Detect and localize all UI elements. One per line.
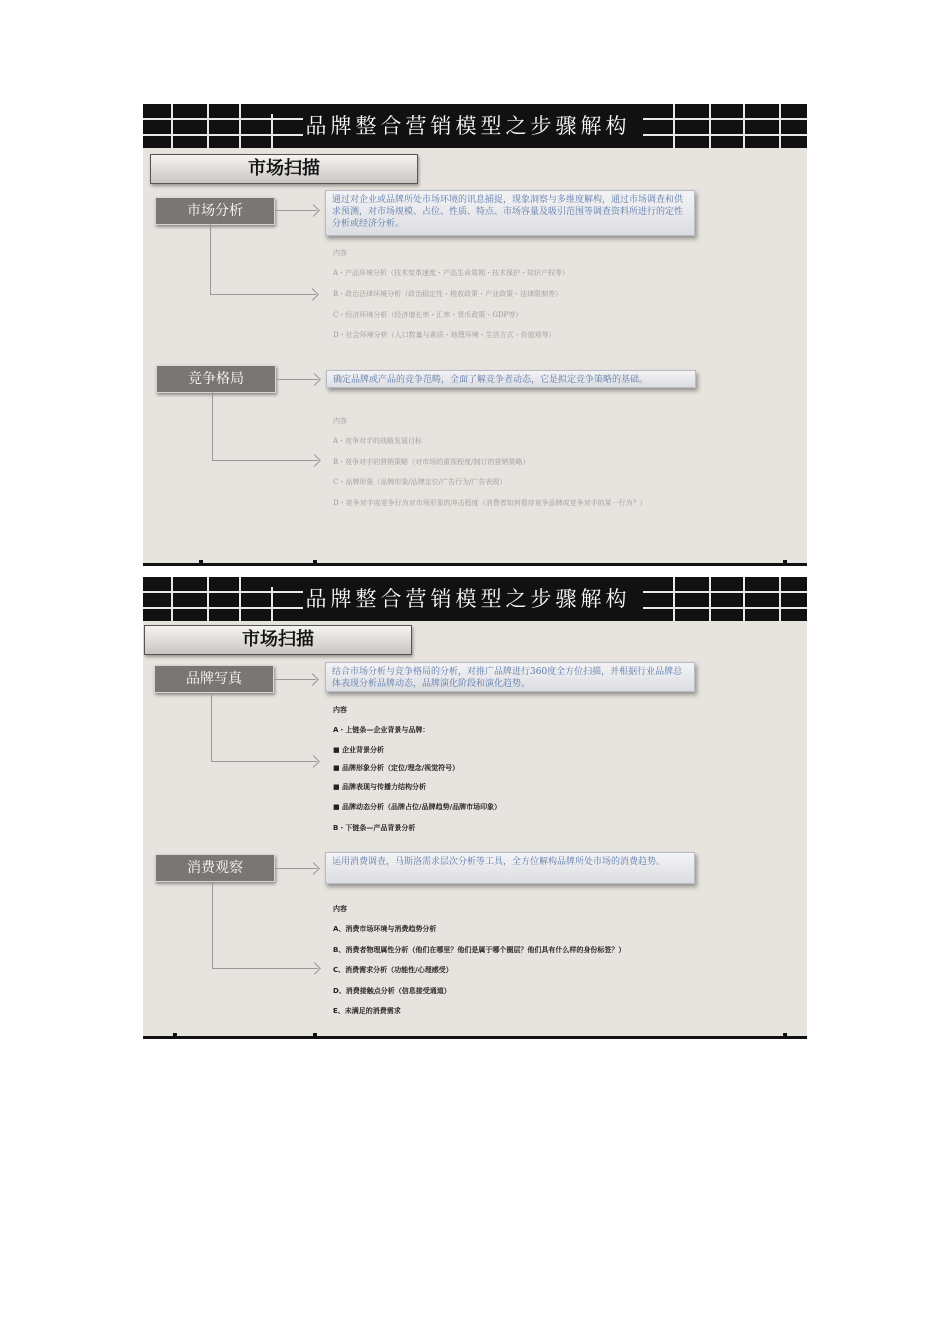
block-label: 竞争格局	[156, 365, 276, 393]
content-item: ■ 品牌表现与传播力结构分析	[333, 783, 427, 791]
slide-header	[143, 577, 807, 621]
grid-line	[239, 577, 241, 621]
grid-line	[143, 591, 303, 593]
content-list	[333, 705, 753, 835]
grid-line	[143, 607, 303, 609]
content-item: B・下链条—产品背景分析	[333, 824, 416, 832]
arrow-icon	[212, 460, 318, 461]
content-list	[333, 248, 733, 343]
grid-line	[643, 134, 807, 136]
content-title: 内容	[333, 706, 347, 714]
section-tab: 市场扫描	[144, 625, 412, 655]
content-item: D・社会环境分析（人口数量与素质・地理环境・生活方式・价值观等）	[333, 331, 556, 339]
content-item: C・品牌形象（品牌形象/品牌定位/广告行为/广告表现）	[333, 478, 507, 486]
content-title: 内容	[333, 249, 347, 257]
grid-line	[171, 104, 173, 148]
connector-line	[210, 224, 211, 294]
arrow-icon	[210, 294, 316, 295]
content-title: 内容	[333, 417, 347, 425]
content-item: A・上链条—企业背景与品牌：	[333, 726, 430, 734]
grid-line	[709, 577, 711, 621]
arrow-icon	[274, 679, 316, 680]
content-title: 内容	[333, 905, 347, 913]
footer-tick	[173, 1033, 177, 1039]
grid-line	[239, 104, 241, 148]
content-item: B・竞争对手的营销策略（对市场的重视程度/制订的营销策略）	[333, 458, 530, 466]
connector-line	[212, 392, 213, 460]
content-item: D、消费接触点分析（信息接受通道）	[333, 987, 451, 995]
footer-line	[143, 563, 807, 566]
footer-tick	[783, 1033, 787, 1039]
description-box: 结合市场分析与竞争格局的分析，对推广品牌进行360度全方位扫描，并根据行业品牌总体表现分析品牌动态，品牌演化阶段和演化趋势。	[325, 662, 695, 692]
footer-tick	[199, 560, 203, 566]
grid-line	[709, 104, 711, 148]
content-item: B・政治法律环境分析（政治稳定性・税收政策・产业政策・法律限制等）	[333, 290, 563, 298]
grid-line	[143, 134, 303, 136]
slide-title: 品牌整合营销模型之步骤解构	[303, 583, 633, 615]
content-item: E、未满足的消费需求	[333, 1007, 401, 1015]
grid-line	[271, 587, 273, 621]
grid-line	[643, 118, 807, 120]
footer-line	[143, 1036, 807, 1039]
content-item: A・产品环境分析（技术变革速度・产品生命周期・技术保护・知识产权等）	[333, 269, 570, 277]
arrow-icon	[211, 761, 317, 762]
grid-line	[207, 104, 209, 148]
grid-line	[779, 577, 781, 621]
content-list	[333, 416, 753, 511]
slide-1	[143, 104, 807, 566]
section-tab: 市场扫描	[150, 154, 418, 184]
grid-line	[643, 607, 807, 609]
content-item: D・竞争对手或竞争行为对市场形象的冲击程度（消费者如何看待竞争品牌或竞争对手的某一行为？）	[333, 499, 647, 507]
arrow-icon	[276, 379, 318, 380]
content-item: ■ 企业背景分析	[333, 746, 385, 754]
grid-line	[779, 104, 781, 148]
content-item: ■ 品牌形象分析（定位/理念/视觉符号）	[333, 764, 460, 772]
content-item: C・经济环境分析（经济增长率・汇率・货币政策・GDP等）	[333, 311, 523, 319]
content-item: ■ 品牌动态分析（品牌占位/品牌趋势/品牌市场印象）	[333, 803, 502, 811]
arrow-icon	[212, 968, 318, 969]
content-item: C、消费需求分析（功能性/心理感受）	[333, 966, 453, 974]
arrow-icon	[275, 210, 317, 211]
grid-line	[271, 114, 273, 148]
footer-tick	[313, 1033, 317, 1039]
footer-tick	[313, 560, 317, 566]
grid-line	[643, 591, 807, 593]
slide-header	[143, 104, 807, 148]
grid-line	[673, 577, 675, 621]
slide-title: 品牌整合营销模型之步骤解构	[303, 110, 633, 142]
description-box: 运用消费调查，马斯洛需求层次分析等工具，全方位解构品牌所处市场的消费趋势。	[325, 852, 695, 884]
arrow-icon	[275, 868, 317, 869]
block-label: 消费观察	[155, 854, 275, 882]
block-label: 品牌写真	[154, 665, 274, 693]
grid-line	[171, 577, 173, 621]
block-label: 市场分析	[155, 197, 275, 225]
grid-line	[743, 104, 745, 148]
grid-line	[207, 577, 209, 621]
content-item: A、消费市场环境与消费趋势分析	[333, 925, 437, 933]
description-box: 确定品牌或产品的竞争范畴，全面了解竞争者动态，它是拟定竞争策略的基础。	[326, 370, 696, 388]
grid-line	[143, 118, 303, 120]
connector-line	[211, 693, 212, 761]
content-item: A・竞争对手的战略发展目标	[333, 437, 423, 445]
connector-line	[212, 882, 213, 968]
footer-tick	[783, 560, 787, 566]
grid-line	[743, 577, 745, 621]
slide-2	[143, 577, 807, 1039]
description-box: 通过对企业或品牌所处市场环境的讯息捕捉，现象洞察与多维度解构，通过市场调查和供求预测，对市场规模、占位、性质、特点、市场容量及吸引范围等调查资料所进行的定性分析或经济分析。	[325, 190, 695, 236]
grid-line	[673, 104, 675, 148]
content-item: B、消费者物理属性分析（他们在哪里？他们是属于哪个圈层？他们具有什么样的身份标签？）	[333, 946, 626, 954]
content-list	[333, 904, 773, 1019]
